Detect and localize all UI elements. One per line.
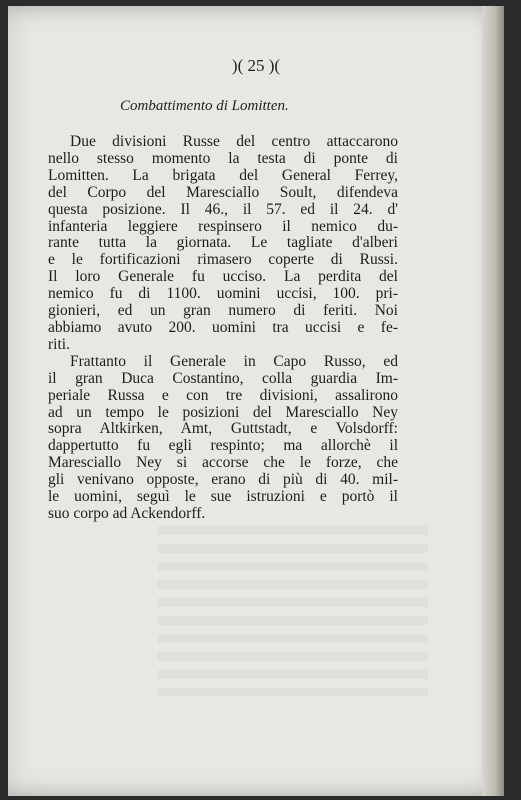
text-line: gli venivano opposte, erano di più di 40. mil- bbox=[48, 471, 398, 489]
text-line: infanteria leggiere respinsero il nemico du- bbox=[48, 217, 398, 235]
text-line: nemico fu di 1100. uomini uccisi, 100. pri- bbox=[48, 285, 398, 303]
paragraph-2 bbox=[48, 354, 398, 523]
text-line: Il loro Generale fu ucciso. La perdita del bbox=[48, 268, 398, 286]
text-line: riti. bbox=[48, 335, 70, 353]
text-line: il gran Duca Costantino, colla guardia Im- bbox=[48, 369, 398, 387]
text-line: dappertutto fu egli respinto; ma allorchè il bbox=[48, 437, 398, 455]
page-title: Combattimento di Lomitten. bbox=[120, 98, 289, 114]
body-text bbox=[48, 134, 398, 523]
text-line: nello stesso momento la testa di ponte di bbox=[48, 149, 398, 167]
text-line: periale Russa e con tre divisioni, assalirono bbox=[48, 386, 398, 404]
text-line: rante tutta la giornata. Le tagliate d'alberi bbox=[48, 234, 398, 252]
text-line: suo corpo ad Ackendorff. bbox=[48, 504, 206, 522]
text-line: Due divisioni Russe del centro attaccarono bbox=[70, 133, 398, 150]
paragraph-1 bbox=[48, 134, 398, 354]
text-line: del Corpo del Maresciallo Soult, difendeva bbox=[48, 183, 398, 201]
page-spine-shadow bbox=[482, 6, 504, 796]
page-number: )( 25 )( bbox=[231, 56, 281, 75]
text-line: questa posizione. Il 46., il 57. ed il 24. d' bbox=[48, 200, 398, 218]
text-line: Lomitten. La brigata del General Ferrey, bbox=[48, 166, 398, 184]
text-line: ad un tempo le posizioni del Maresciallo Ney bbox=[48, 403, 398, 421]
text-line: abbiamo avuto 200. uomini tra uccisi e fe- bbox=[48, 318, 398, 336]
text-line: sopra Altkirken, Amt, Guttstadt, e Volsdorff: bbox=[48, 420, 398, 438]
book-page bbox=[8, 6, 504, 796]
text-line: Frattanto il Generale in Capo Russo, ed bbox=[70, 352, 398, 370]
bleed-through-text bbox=[158, 526, 428, 696]
text-line: e le fortificazioni rimasero coperte di Russi. bbox=[48, 251, 398, 269]
text-line: Maresciallo Ney si accorse che le forze, che bbox=[48, 454, 398, 472]
text-line: gionieri, ed un gran numero di feriti. Noi bbox=[48, 302, 398, 320]
text-line: le uomini, seguì le sue istruzioni e portò il bbox=[48, 488, 398, 506]
